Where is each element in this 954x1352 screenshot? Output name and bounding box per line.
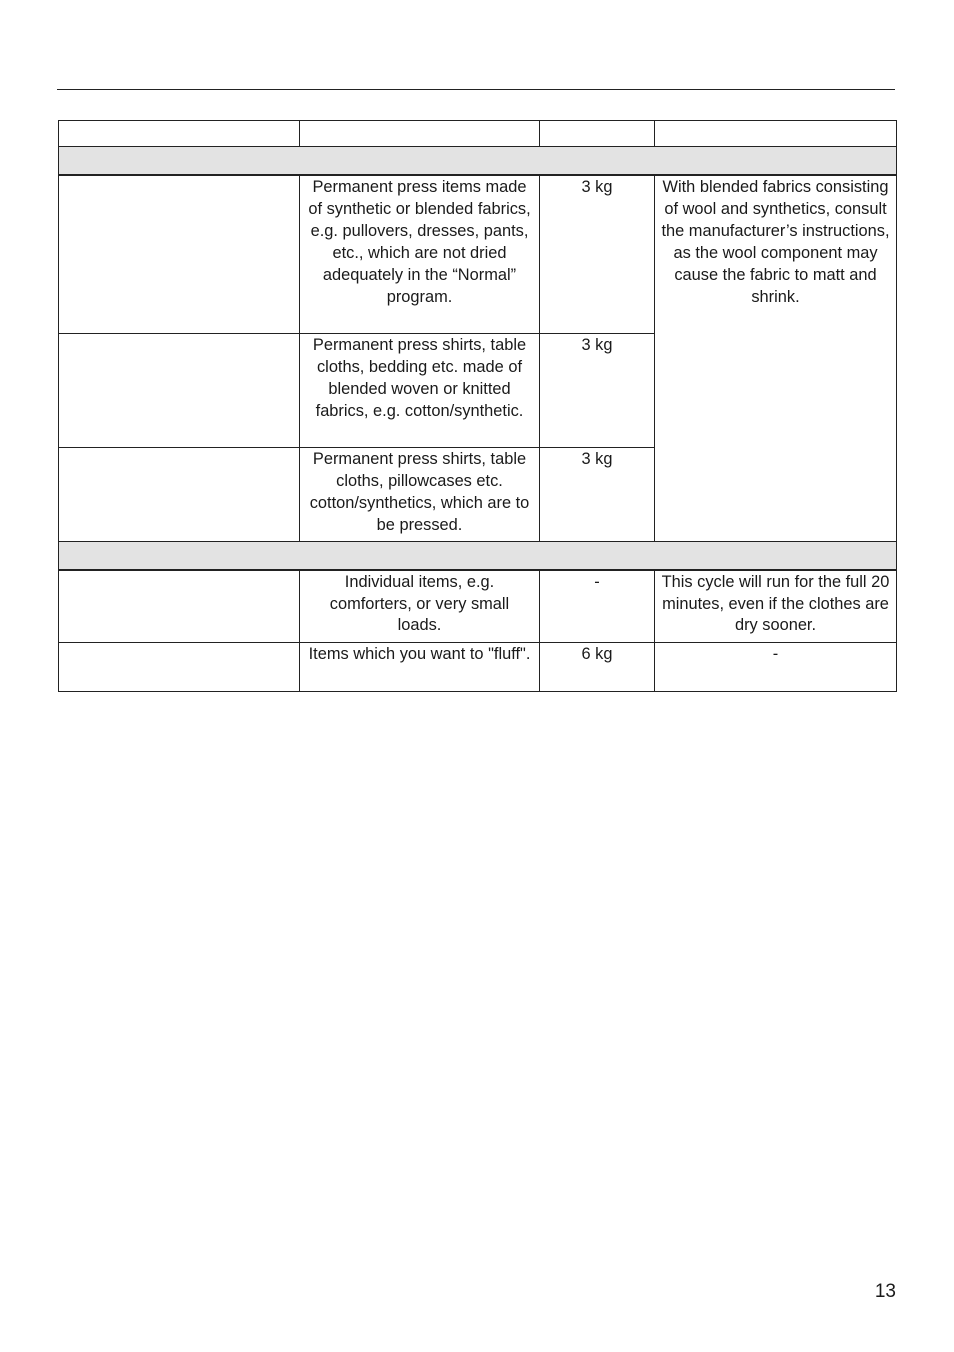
section-row-2 xyxy=(59,541,897,570)
table-header-row xyxy=(59,121,897,147)
header-cell-notes xyxy=(655,121,897,147)
load-cell: 3 kg xyxy=(540,334,655,448)
program-cell xyxy=(59,570,300,643)
program-cell xyxy=(59,448,300,542)
items-cell: Permanent press shirts, table cloths, bedding etc. made of blended woven or knitted fabrics, e.g. cotton/synthetic. xyxy=(300,334,540,448)
program-cell xyxy=(59,334,300,448)
load-cell: - xyxy=(540,570,655,643)
section-row-1 xyxy=(59,147,897,176)
notes-cell: With blended fabrics consisting of wool and synthetics, consult the manufacturer’s instructions, as the wool component may cause the fabric to matt and shrink. xyxy=(655,175,897,541)
program-cell xyxy=(59,642,300,691)
load-cell: 3 kg xyxy=(540,448,655,542)
items-cell: Individual items, e.g. comforters, or very small loads. xyxy=(300,570,540,643)
program-cell xyxy=(59,175,300,334)
load-cell: 3 kg xyxy=(540,175,655,334)
table-row xyxy=(59,570,897,643)
program-table xyxy=(58,120,897,692)
notes-cell: This cycle will run for the full 20 minutes, even if the clothes are dry sooner. xyxy=(655,570,897,643)
items-cell: Items which you want to "fluff". xyxy=(300,642,540,691)
header-cell-load xyxy=(540,121,655,147)
table-row xyxy=(59,175,897,334)
load-cell: 6 kg xyxy=(540,642,655,691)
page-number: 13 xyxy=(874,1281,896,1302)
section-heading-1 xyxy=(59,147,897,176)
header-cell-items xyxy=(300,121,540,147)
items-cell: Permanent press items made of synthetic or blended fabrics, e.g. pullovers, dresses, pants, etc., which are not dried adequately in the “Normal” program. xyxy=(300,175,540,334)
header-cell-program xyxy=(59,121,300,147)
section-heading-2 xyxy=(59,541,897,570)
table-row xyxy=(59,642,897,691)
top-rule xyxy=(57,89,895,90)
items-cell: Permanent press shirts, table cloths, pillowcases etc. cotton/synthetics, which are to be pressed. xyxy=(300,448,540,542)
notes-cell: - xyxy=(655,642,897,691)
